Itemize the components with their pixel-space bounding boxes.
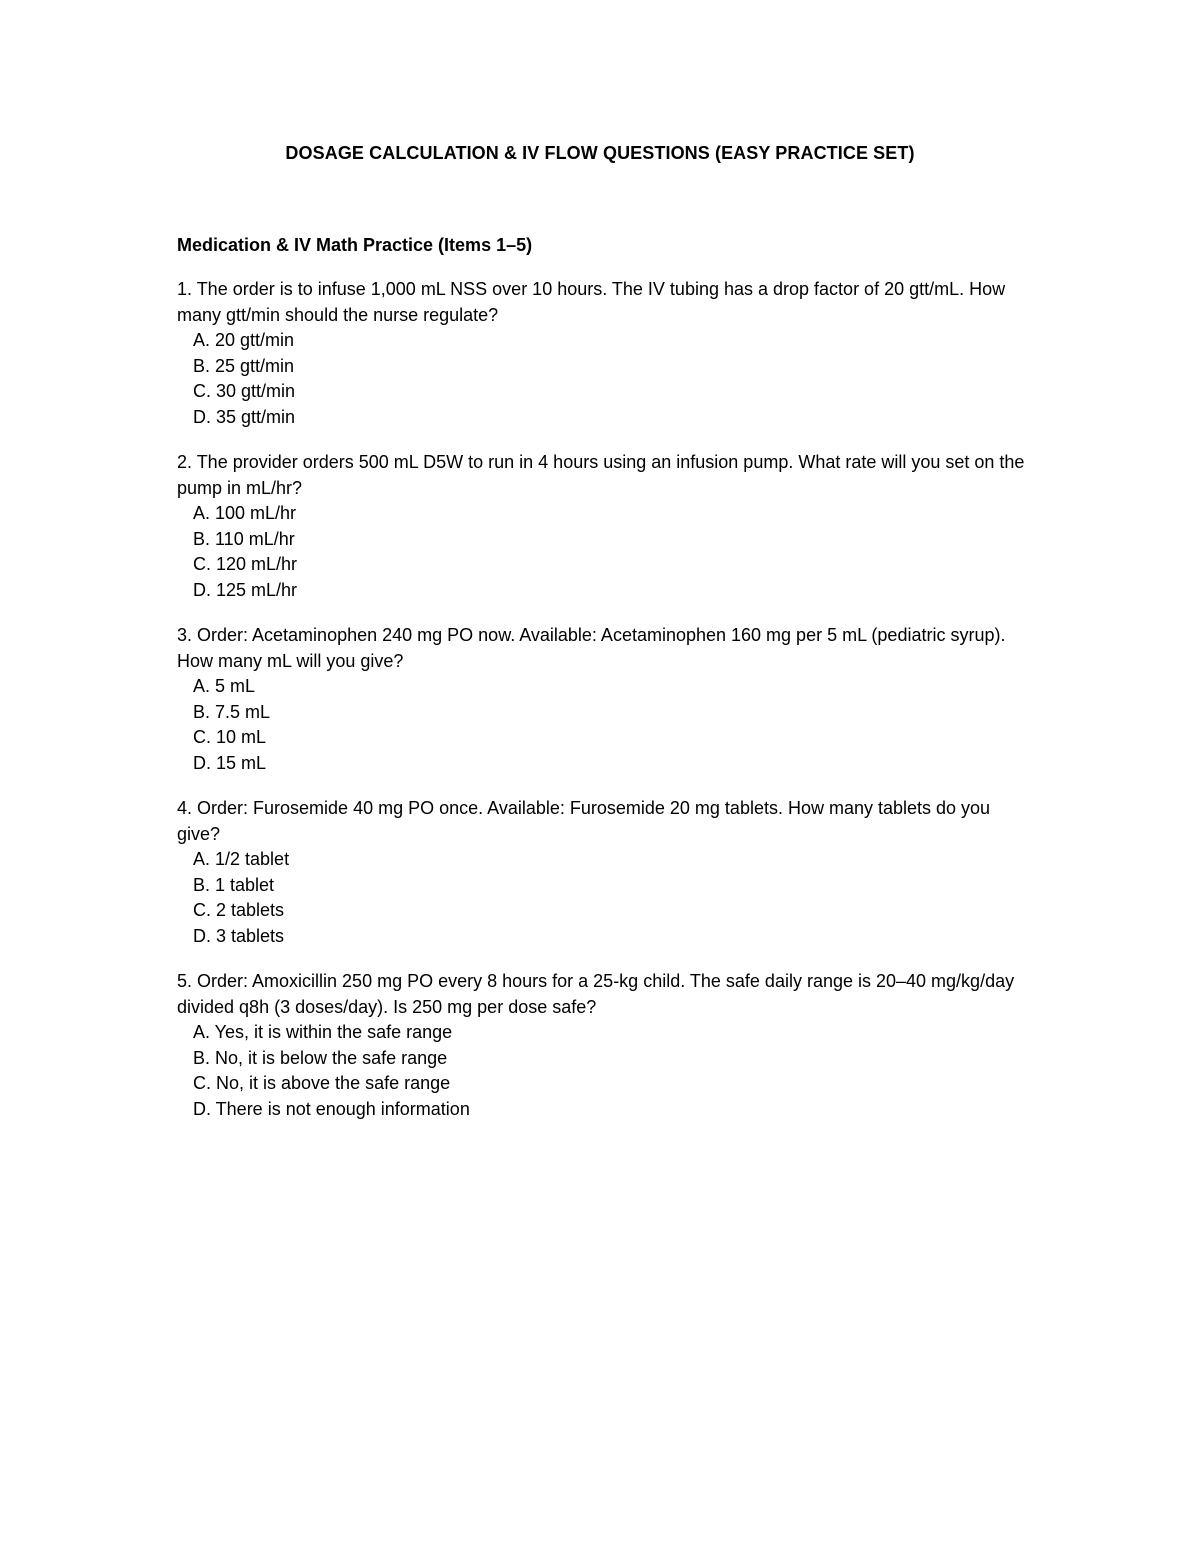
answer-options xyxy=(177,501,1037,603)
section-heading: Medication & IV Math Practice (Items 1–5) xyxy=(177,235,533,255)
answer-option-d: D. There is not enough information xyxy=(193,1098,470,1119)
answer-options xyxy=(177,847,1037,949)
answer-option-d: D. 3 tablets xyxy=(193,925,285,946)
question-stem: 1. The order is to infuse 1,000 mL NSS over 10 hours. The IV tubing has a drop factor of 20 gtt/mL. How many gtt/min should the nurse regulate? xyxy=(177,279,1011,325)
question-5 xyxy=(177,969,1037,1122)
answer-option-b: B. 25 gtt/min xyxy=(193,355,295,376)
answer-option-d: D. 35 gtt/min xyxy=(193,406,296,427)
answer-option-b: B. 7.5 mL xyxy=(193,701,271,722)
answer-option-b: B. 1 tablet xyxy=(193,874,275,895)
answer-option-d: D. 15 mL xyxy=(193,752,267,773)
question-stem: 4. Order: Furosemide 40 mg PO once. Available: Furosemide 20 mg tablets. How many tablets do you give? xyxy=(177,798,996,844)
answer-option-c: C. 10 mL xyxy=(193,727,267,747)
question-1 xyxy=(177,277,1037,430)
question-stem: 3. Order: Acetaminophen 240 mg PO now. Available: Acetaminophen 160 mg per 5 mL (pediatric syrup). How many mL will you give? xyxy=(177,625,1011,671)
answer-option-a: A. 100 mL/hr xyxy=(193,503,297,523)
question-3 xyxy=(177,623,1037,776)
question-2 xyxy=(177,450,1037,603)
answer-option-a: A. 20 gtt/min xyxy=(193,330,295,350)
answer-options xyxy=(177,674,1037,776)
document-title: DOSAGE CALCULATION & IV FLOW QUESTIONS (EASY PRACTICE SET) xyxy=(285,143,915,163)
answer-option-a: A. 5 mL xyxy=(193,676,256,696)
document-body xyxy=(177,233,1037,1142)
answer-option-a: A. 1/2 tablet xyxy=(193,849,290,869)
answer-option-c: C. 120 mL/hr xyxy=(193,554,298,574)
answer-option-d: D. 125 mL/hr xyxy=(193,579,298,600)
answer-options xyxy=(177,1020,1037,1122)
answer-option-c: C. 2 tablets xyxy=(193,900,285,920)
answer-option-b: B. 110 mL/hr xyxy=(193,528,295,549)
answer-option-b: B. No, it is below the safe range xyxy=(193,1047,448,1068)
question-4 xyxy=(177,796,1037,949)
answer-option-c: C. 30 gtt/min xyxy=(193,381,296,401)
answer-option-c: C. No, it is above the safe range xyxy=(193,1073,451,1093)
answer-option-a: A. Yes, it is within the safe range xyxy=(193,1022,453,1042)
question-stem: 2. The provider orders 500 mL D5W to run in 4 hours using an infusion pump. What rate will you set on the pump in mL/hr? xyxy=(177,452,1030,498)
answer-options xyxy=(177,328,1037,430)
question-stem: 5. Order: Amoxicillin 250 mg PO every 8 hours for a 25-kg child. The safe daily range is 20–40 mg/kg/day divided q8h (3 doses/day). Is 250 mg per dose safe? xyxy=(177,971,1020,1017)
